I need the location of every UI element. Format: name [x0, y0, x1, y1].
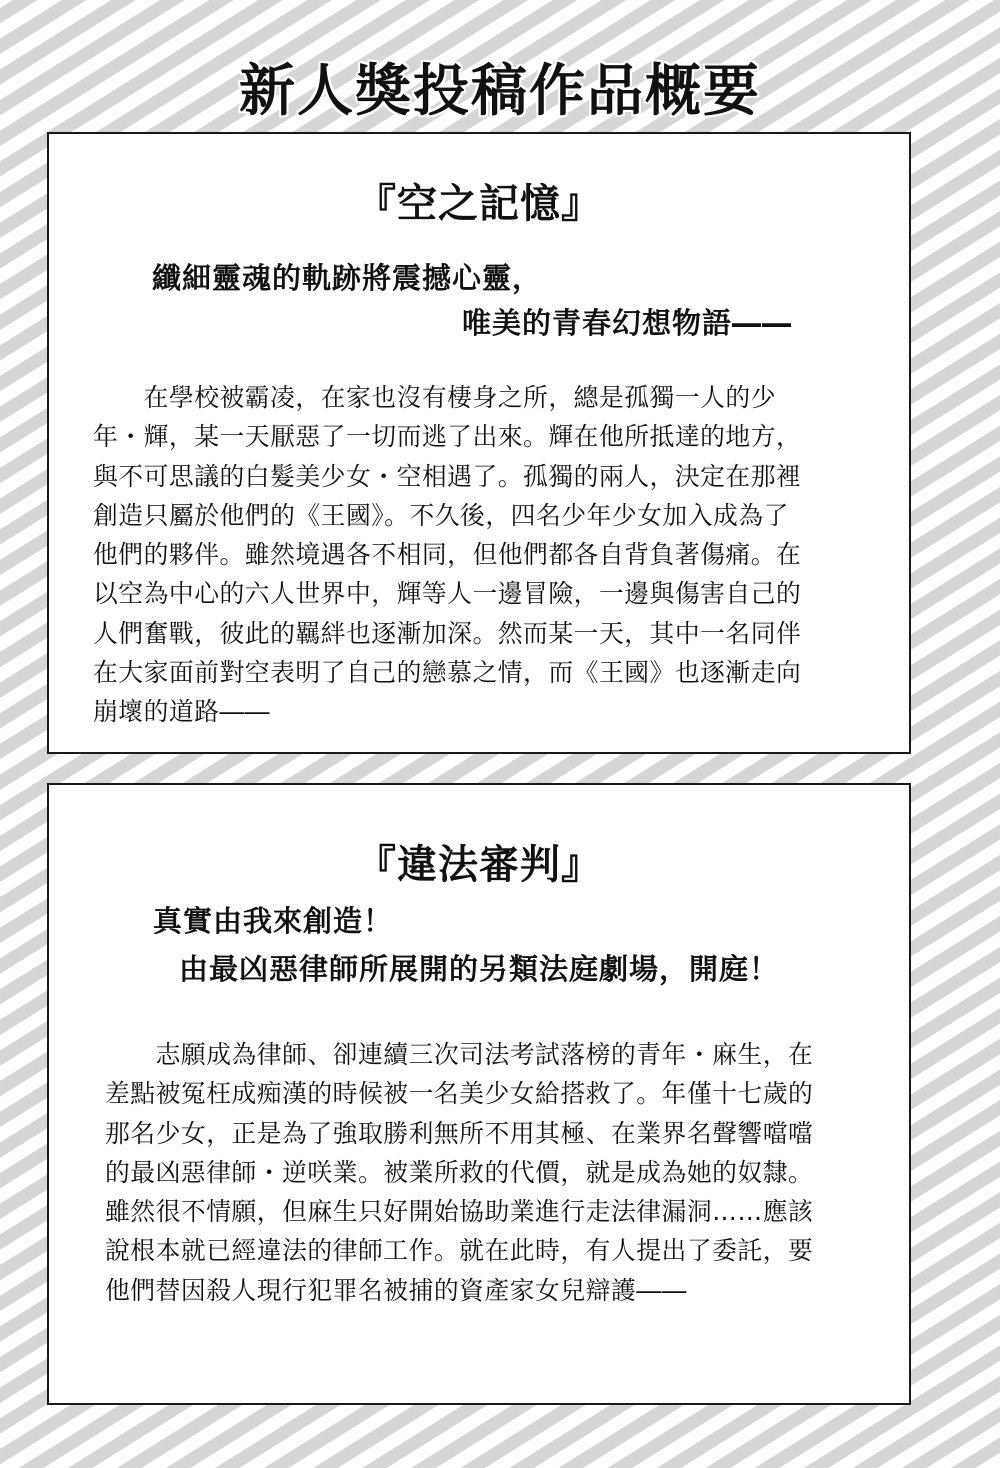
work-title: 『違法審判』	[356, 842, 602, 888]
tagline-line-2: 由最凶惡律師所展開的另類法庭劇場，開庭！	[179, 952, 780, 986]
synopsis-line: 人們奮戰，彼此的羈絆也逐漸加深。然而某一天，其中一名同伴	[93, 618, 802, 648]
synopsis-line: 年・輝，某一天厭惡了一切而逃了出來。輝在他所抵達的地方，	[93, 422, 802, 452]
synopsis-line: 與不可思議的白髮美少女・空相遇了。孤獨的兩人，決定在那裡	[93, 461, 802, 491]
synopsis-line: 說根本就已經違法的律師工作。就在此時，有人提出了委託，要	[105, 1236, 814, 1266]
tagline-line-1: 真實由我來創造！	[153, 904, 394, 938]
work-panel-sora-no-kioku	[47, 132, 911, 754]
work-title: 『空之記憶』	[356, 181, 602, 227]
synopsis-line: 他們替因殺人現行犯罪名被捕的資產家女兒辯護――	[105, 1275, 687, 1305]
synopsis-line: 志願成為律師、卻連續三次司法考試落榜的青年・麻生，在	[105, 1040, 814, 1069]
synopsis-line: 創造只屬於他們的《王國》。不久後，四名少年少女加入成為了	[93, 500, 789, 530]
page-title: 新人獎投稿作品概要	[239, 59, 761, 124]
tagline-line-1: 纖細靈魂的軌跡將震撼心靈，	[152, 261, 543, 295]
synopsis-line: 差點被冤枉成痴漢的時候被一名美少女給搭救了。年僅十七歲的	[105, 1079, 814, 1109]
tagline-line-2: 唯美的青春幻想物語――	[462, 306, 793, 340]
synopsis-line: 在大家面前對空表明了自己的戀慕之情，而《王國》也逐漸走向	[93, 658, 802, 688]
synopsis-line: 崩壞的道路――	[93, 697, 271, 727]
synopsis-line: 在學校被霸凌，在家也沒有棲身之所，總是孤獨一人的少	[93, 383, 777, 412]
synopsis-line: 的最凶惡律師・逆咲業。被業所救的代價，就是成為她的奴隸。	[105, 1157, 814, 1187]
synopsis	[105, 1035, 813, 1310]
synopsis-line: 那名少女，正是為了強取勝利無所不用其極、在業界名聲響噹噹	[105, 1118, 814, 1148]
work-panel-ihou-shinpan	[47, 783, 911, 1405]
synopsis-line: 雖然很不情願，但麻生只好開始協助業進行走法律漏洞……應該	[105, 1197, 814, 1227]
synopsis-line: 他們的夥伴。雖然境遇各不相同，但他們都各自背負著傷痛。在	[93, 540, 802, 570]
synopsis-line: 以空為中心的六人世界中，輝等人一邊冒險，一邊與傷害自己的	[93, 579, 802, 609]
synopsis	[93, 378, 801, 732]
